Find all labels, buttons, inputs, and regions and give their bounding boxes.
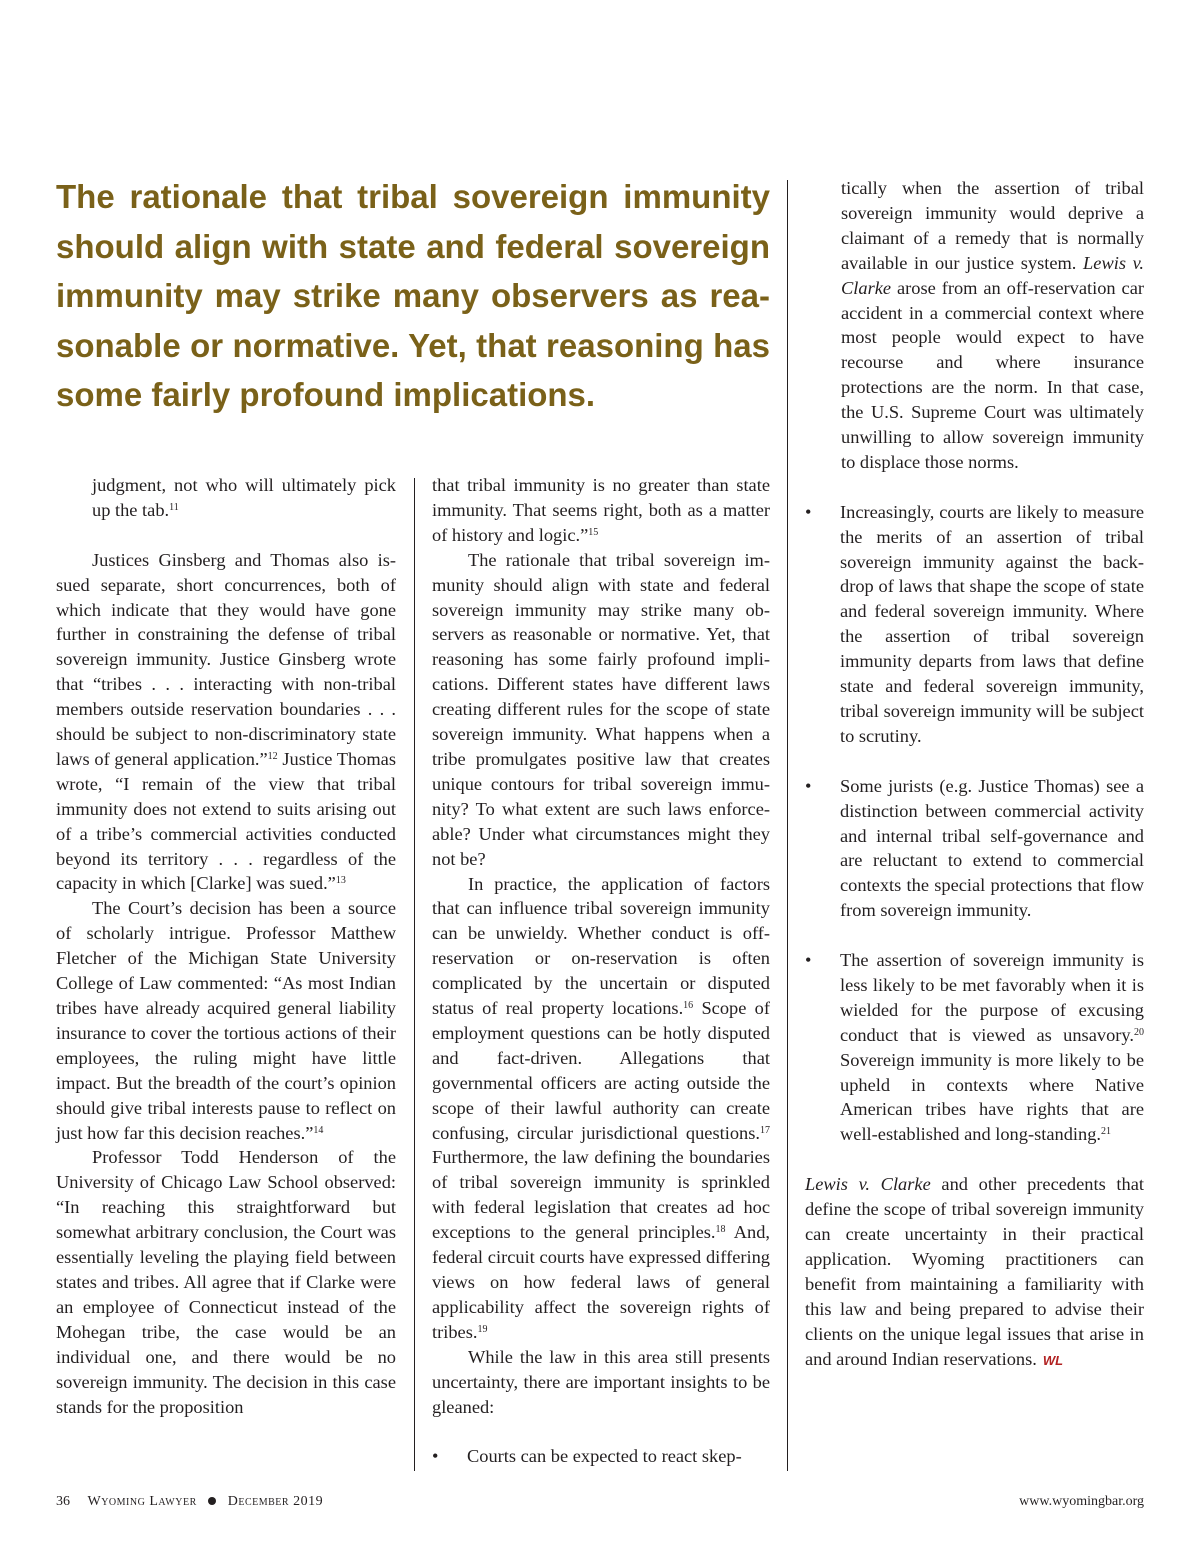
closing-paragraph: Lewis v. Clarke and other precedents that define the scope of tribal sovereign immunity can create uncertainty in their practical application. Wyoming practitioners can benefit from maintaining a familiarity with this law and being prepared to advise their clients on the unique legal issues that arise in and around Indian reservations. WL: [805, 1174, 1144, 1369]
website-url: www.wyomingbar.org: [1019, 1494, 1144, 1509]
footer-left: [56, 1494, 323, 1510]
footnote-ref: 18: [715, 1224, 726, 1236]
paragraph: The rationale that tribal sovereign immunity should align with state and federal sovereign immunity may strike many observers as reasonable or normative. Yet, that reasoning has some fairly profound implications. Different states have different laws creating different rules for the scope of state sovereign immunity. What happens when a tribe promulgates positive law that creates unique contours for tribal sovereign immunity? To what extent are such laws enforceable? Under what circumstances might they not be?: [432, 549, 770, 869]
paragraph: The Court’s decision has been a source of scholarly intrigue. Professor Matthew Fletcher of the Michigan State University College of Law commented: “As most Indian tribes have already acquired general liability insurance to cover the tortious actions of their employees, the ruling might have little impact. But the breadth of the court’s opinion should give tribal interests pause to reflect on just how far this decision reaches.”$^{14}$: [56, 898, 396, 1143]
article-column-1: [56, 473, 396, 1419]
article-column-3: [805, 176, 1144, 1373]
bullet-dot: •: [805, 775, 812, 796]
bullet-item: • Some jurists (e.g. Justice Thomas) see a distinction between commercial activity and internal tribal self-governance and are reluctant to extend to commercial contexts the special protections that flow from sovereign immunity.: [805, 775, 1144, 921]
column-divider-2: [787, 180, 788, 1471]
issue-date: December 2019: [227, 1494, 324, 1509]
paragraph: Professor Todd Henderson of the University of Chicago Law School observed: “In reaching this straightforward but somewhat arbitrary conclusion, the Court was essentially leveling the playing field between states and tribes. All agree that if Clarke were an employee of Connecticut instead of the Mohegan tribe, the case would be an individual one, and there would be no sovereign immunity. The decision in this case stands for the proposition: [56, 1147, 396, 1417]
paragraph: In practice, the application of factors that can influence tribal sovereign immunity can be unwieldy. Whether conduct is off-reservation or on-reservation is often complicated by the uncertain or disputed status of real property locations.$^{16}$ Scope of employment questions can be hotly disputed and fact-driven. Allegations that governmental officers are acting outside the scope of their lawful authority can create confusing, circular jurisdictional questions.$^{17}$ Furthermore, the law defining the boundaries of tribal sovereign immunity is sprinkled with federal legislation that creates ad hoc exceptions to the general principles.$^{18}$ And, federal circuit courts have expressed differing views on how federal laws of general applicability affect the sovereign rights of tribes.$^{19}$: [432, 873, 770, 1342]
footnote-ref: 20: [1134, 1026, 1144, 1038]
bullet-item: • Courts can be expected to react skep-: [432, 1444, 770, 1469]
bullet-dot: •: [432, 1446, 439, 1467]
footnote-ref: 21: [1101, 1126, 1111, 1138]
case-name: Lewis v. Clarke: [805, 1174, 931, 1195]
article-column-2: [432, 473, 770, 1469]
publication-name: Wyoming Lawyer: [87, 1494, 197, 1509]
footnote-ref: 19: [477, 1323, 488, 1335]
bullet-item: • Increasingly, courts are likely to measure the merits of an assertion of tribal sovereign immunity against the backdrop of laws that shape the scope of state and federal sovereign immunity. Where the assertion of tribal sovereign immunity departs from laws that define state and federal sovereign immunity, tribal sovereign immunity will be subject to scrutiny.: [805, 501, 1144, 746]
bullet-item: • The assertion of sovereign immunity is less likely to be met favorably when it is wielded for the purpose of excusing conduct that is viewed as unsavory.$^{20}$ Sovereign immunity is more likely to be upheld in contexts where Native American tribes have rights that are well-established and long-standing.$^{21}$: [805, 950, 1144, 1145]
column-divider-1: [414, 478, 415, 1471]
paragraph: While the law in this area still presents uncertainty, there are important insights to be gleaned:: [432, 1346, 770, 1417]
wl-end-mark-icon: WL: [1042, 1352, 1064, 1368]
paragraph-continued: that tribal immunity is no greater than state immunity. That seems right, both as a matter of history and logic.”$^{15}$: [432, 475, 770, 545]
footnote-ref: 13: [335, 875, 346, 887]
footnote-ref: 14: [313, 1124, 324, 1136]
pull-quote: The rationale that tribal sovereign immunity should align with state and federal sovereign immunity may strike many observers as reasonable or normative. Yet, that reasoning has some fairly profound implications.: [56, 178, 770, 413]
paragraph: Justices Ginsberg and Thomas also issued separate, short concurrences, both of which indicate that they would have gone further in constraining the defense of tribal sovereign immunity. Justice Ginsberg wrote that “tribes . . . interacting with non-tribal members outside reservation boundaries . . . should be subject to non-discriminatory state laws of general application.”$^{12}$ Justice Thomas wrote, “I remain of the view that tribal immunity does not extend to suits arising out of a tribe’s commercial activities conducted beyond its territory . . . regardless of the capacity in which [Clarke] was sued.”$^{13}$: [56, 549, 396, 894]
bullet-item-continued: tically when the assertion of tribal sovereign immunity would deprive a claimant of a remedy that is normally available in our justice system. Lewis v. Clarke arose from an off-reservation car accident in a commercial context where most people would expect to have recourse and where insurance protections are the norm. In that case, the U.S. Supreme Court was ultimately unwilling to allow sovereign immunity to displace those norms.: [841, 178, 1144, 472]
separator-dot-icon: [208, 1497, 216, 1505]
footnote-ref: 15: [588, 526, 599, 538]
paragraph-continued: judgment, not who will ultimately pick up the tab.$^{11}$: [92, 475, 396, 520]
case-name: Lewis v. Clarke: [841, 252, 1144, 298]
footnote-ref: 17: [760, 1124, 770, 1136]
footnote-ref: 16: [683, 1000, 694, 1012]
footnote-ref: 11: [169, 501, 179, 513]
bullet-dot: •: [805, 501, 812, 522]
bullet-dot: •: [805, 950, 812, 971]
footnote-ref: 12: [267, 750, 278, 762]
page-number: 36: [56, 1494, 70, 1509]
